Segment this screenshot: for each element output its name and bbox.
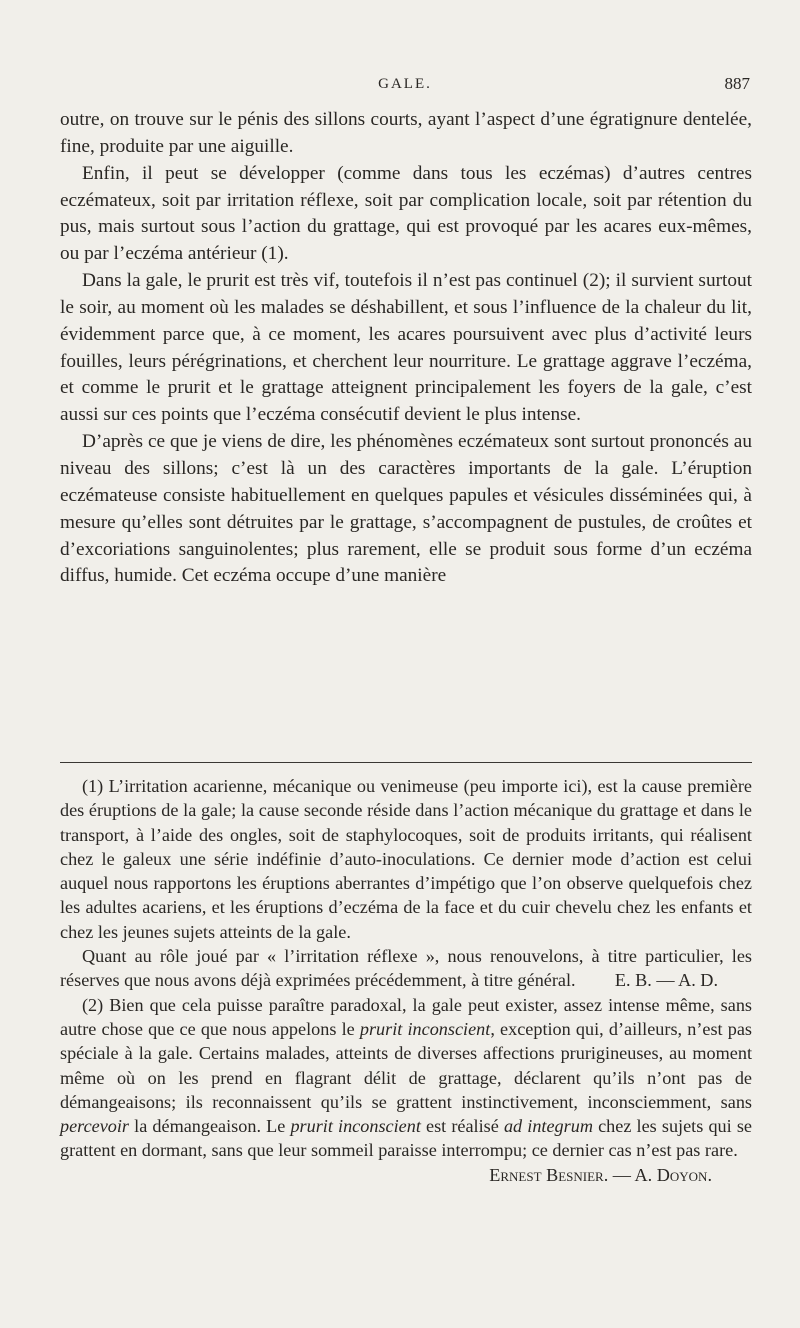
paragraph: D’après ce que je viens de dire, les phénomènes eczémateux sont surtout prononcés au niveau des sillons; c’est là un des caractères importants de la gale. L’éruption eczémateuse consiste habituellement en quelques papules et vésicules disséminées qui, à mesure qu’elles sont détruites par le grattage, s’accompagnent de pustules, de croûtes et d’excoriations sanguinolentes; plus rarement, elle se produit sous forme d’un eczéma diffus, humide. Cet eczéma occupe d’une manière xyxy=(60,431,752,587)
footnote-2-emphasis: ad integrum xyxy=(503,1116,593,1137)
paragraph: Enfin, il peut se développer (comme dans tous les eczémas) d’autres centres eczémateux, soit par irritation réflexe, soit par complication locale, soit par rétention du pus, mais surtout sous l’action du grattage, qui est provoqué par les acares eux-mêmes, ou par l’eczéma antérieur (1). xyxy=(60,162,752,265)
footnote-1: (1) L’irritation acarienne, mécanique ou venimeuse (peu importe ici), est la cause première des éruptions de la gale; la cause seconde réside dans l’action mécanique du grattage et dans le transport, à l’aide des ongles, soit de staphylocoques, soit de produits irritants, qui réalisent chez le galeux une série indéfinie d’auto-inoculations. Ce dernier mode d’action est celui auquel nous rapportons les éruptions aberrantes d’impétigo que l’on observe quelquefois chez les adultes acariens, et les éruptions d’eczéma de la face et du cuir chevelu chez les enfants et chez les jeunes sujets atteints de la gale. xyxy=(60,776,752,942)
paragraph: outre, on trouve sur le pénis des sillons courts, ayant l’aspect d’une égratignure dentelée, fine, produite par une aiguille. xyxy=(60,109,752,157)
page-header xyxy=(60,74,750,98)
paragraph: Dans la gale, le prurit est très vif, toutefois il n’est pas continuel (2); il survient surtout le soir, au moment où les malades se déshabillent, et sous l’influence de la chaleur du lit, évidemment parce que, à ce moment, les acares poursuivent avec plus d’activité leurs fouilles, leurs pérégrinations, et cherchent leur nourriture. Le grattage aggrave l’eczéma, et comme le prurit et le grattage atteignent principalement les foyers de la gale, c’est aussi sur ces points que l’eczéma consécutif devient le plus intense. xyxy=(60,270,752,426)
footnote-2-text: est réalisé xyxy=(420,1116,504,1137)
footnote-1-continued xyxy=(60,944,752,993)
footnote-2-signature: Ernest Besnier. — A. Doyon. xyxy=(489,1164,712,1185)
main-text xyxy=(60,107,752,590)
footnote-1-text: Quant au rôle joué par « l’irritation réflexe », nous renouvelons, à titre particulier, les réserves que nous avons déjà exprimées précédemment, à titre général. xyxy=(60,946,752,991)
footnote-1-signature: E. B. — A. D. xyxy=(614,970,718,991)
footnote-2-text: , exception qui, d’ailleurs, n’est pas spéciale à la gale. Certains malades, atteints de diverses affections prurigineuses, au moment même où on les prend en flagrant délit de grattage, déclarent qu’ils n’ont pas de démangeaisons; ils reconnaissent qu’ils se grattent instinctivement, inconsciemment, sans xyxy=(60,1018,753,1112)
footnote-divider xyxy=(60,762,752,763)
footnotes xyxy=(60,774,752,1187)
running-title: GALE. xyxy=(378,76,432,92)
footnote-2-emphasis: prurit inconscient xyxy=(359,1018,491,1039)
footnote-2-text: la démangeaison. Le xyxy=(129,1116,291,1137)
footnote-2-text: chez les sujets qui se grattent en dormant, sans que leur sommeil paraisse interrompu; ce dernier cas n’est pas rare. xyxy=(60,1116,752,1161)
page-number: 887 xyxy=(724,74,750,93)
footnote-2-emphasis: percevoir xyxy=(60,1116,130,1137)
footnote-2-text: (2) Bien que cela puisse paraître paradoxal, la gale peut exister, assez intense même, sans autre chose que ce que nous appelons le xyxy=(60,994,752,1039)
footnote-2-emphasis: prurit inconscient xyxy=(290,1116,421,1137)
footnote-2 xyxy=(60,993,753,1185)
